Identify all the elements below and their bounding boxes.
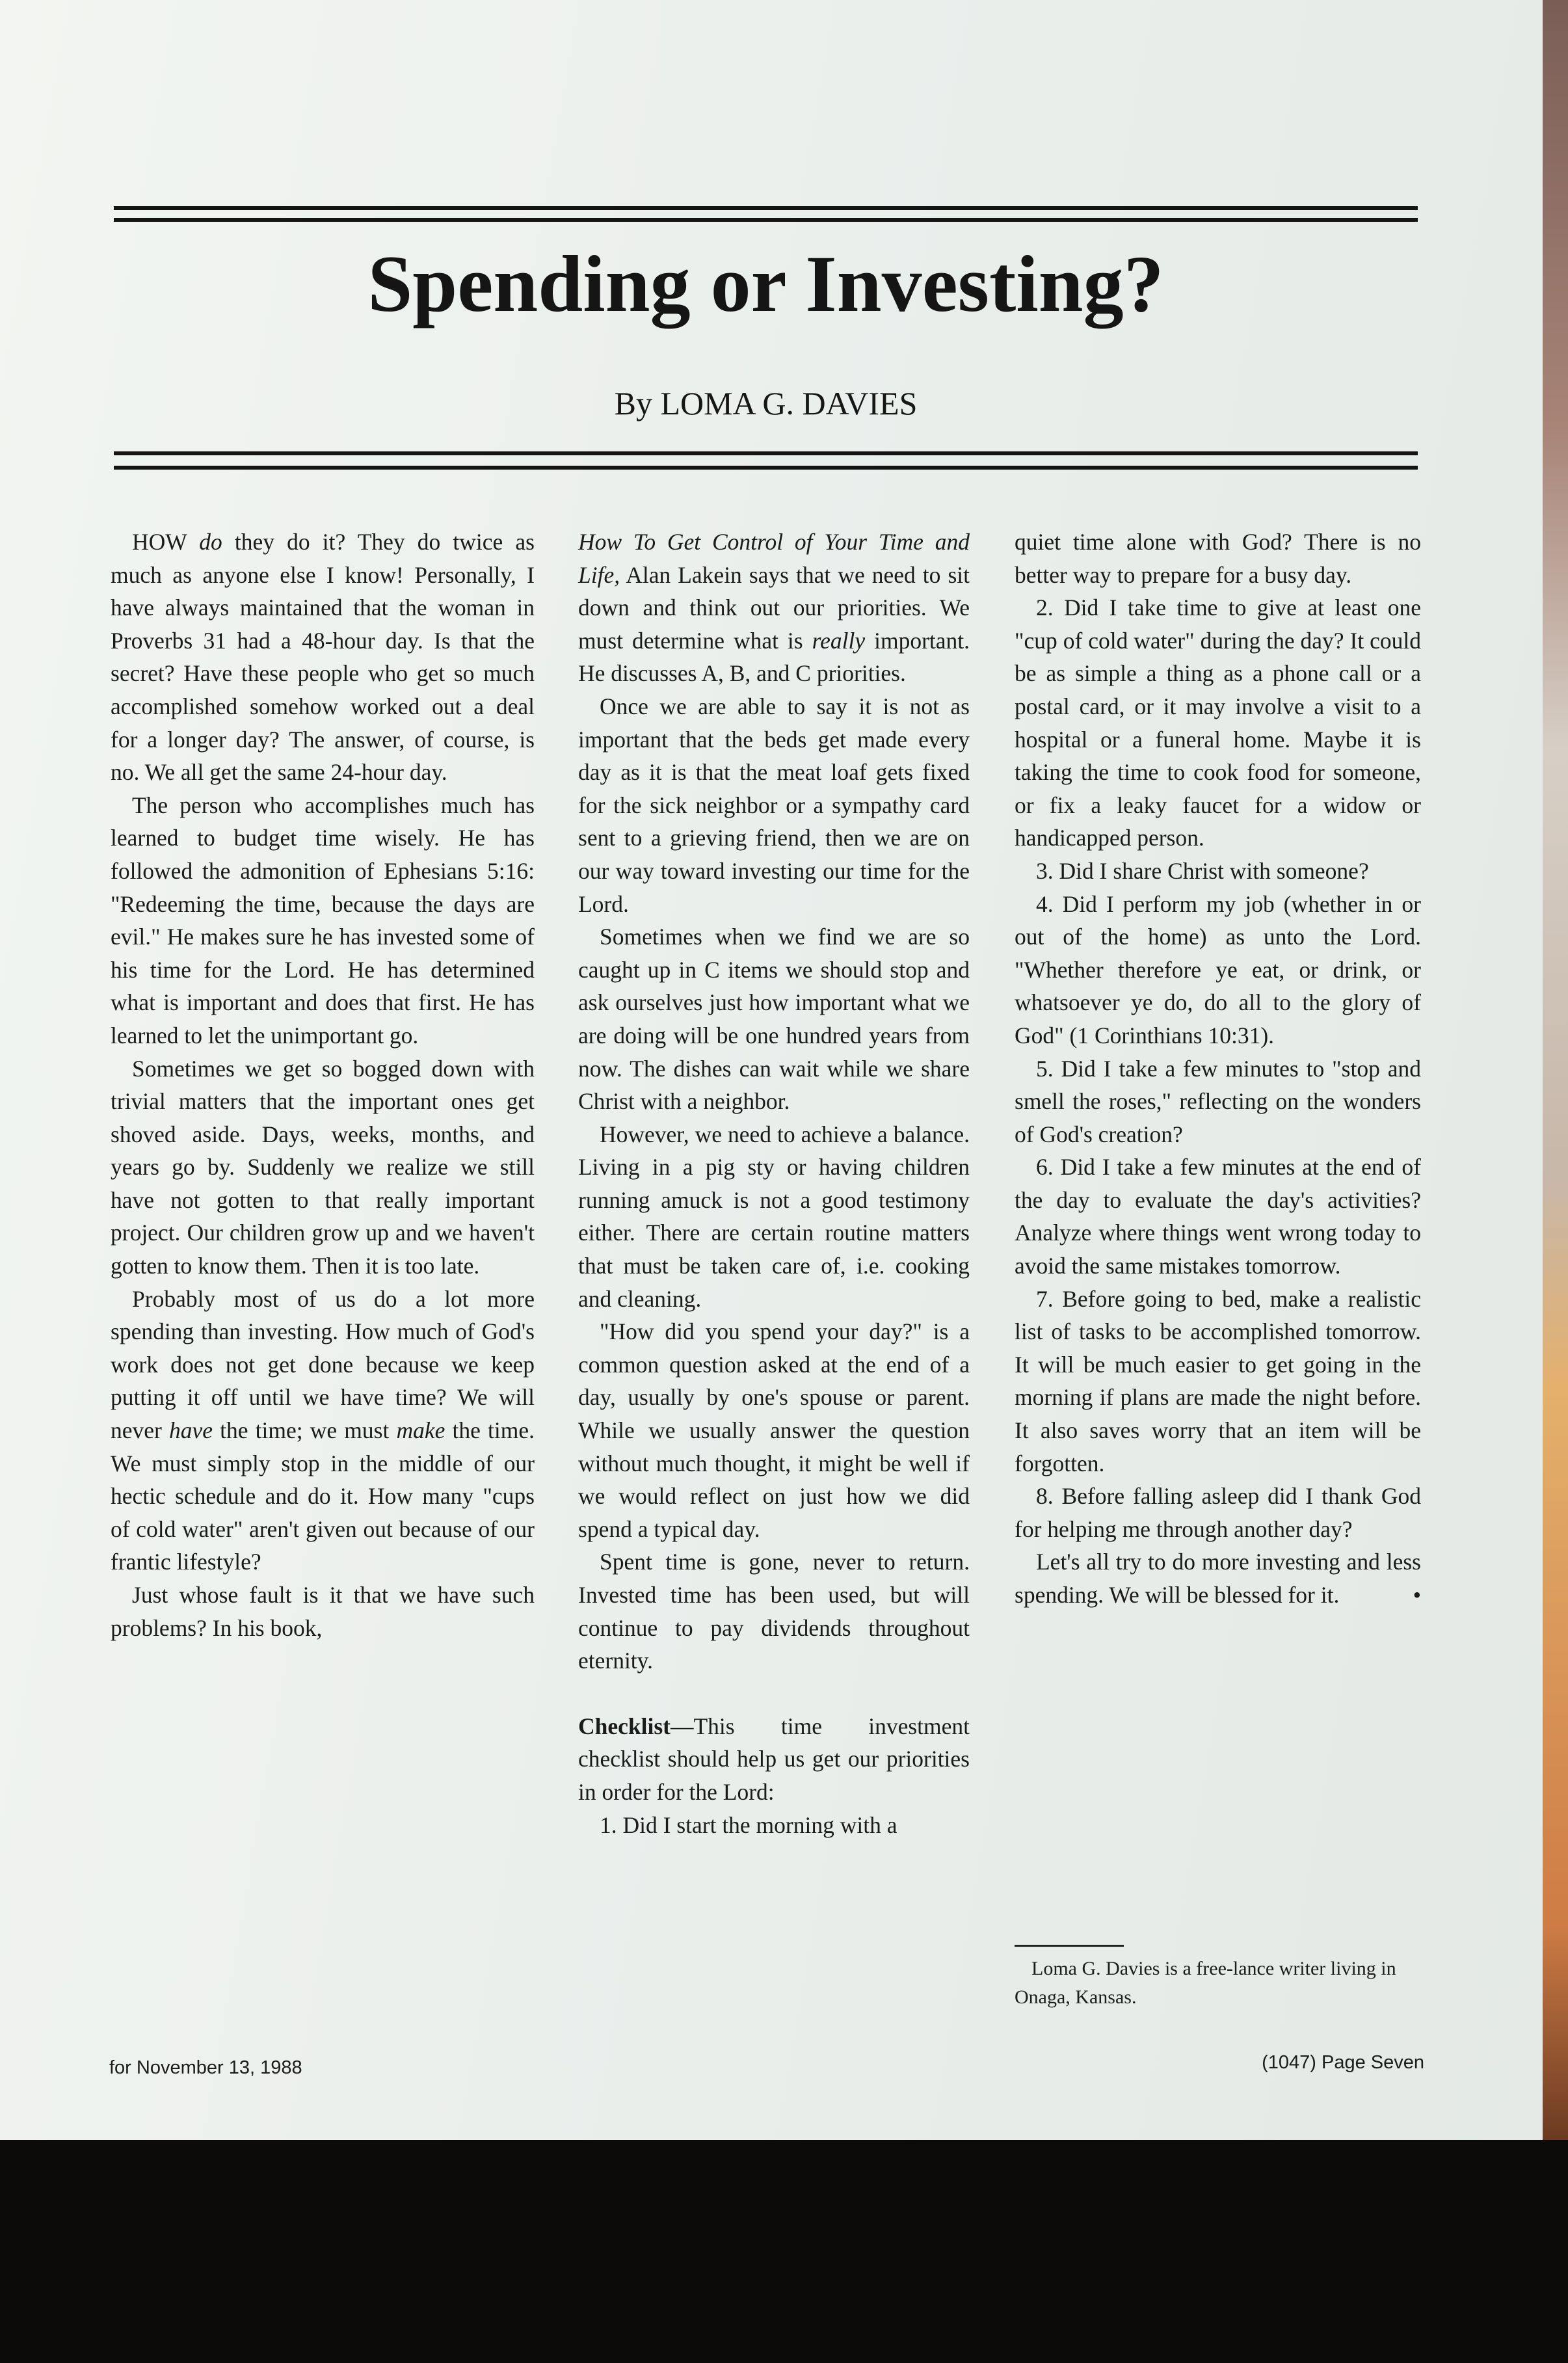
top-rule-1 [114,206,1418,210]
article-title: Spending or Investing? [367,239,1164,328]
checklist-label: Checklist [578,1713,671,1739]
text-run: Alan Lakein says that we need to sit down and think out our priorities. We must determine what is [578,561,970,654]
text-column-1 [111,526,535,1644]
bottom-rule-1 [114,451,1418,455]
emphasis: make [396,1417,445,1444]
closing-paragraph [1015,1545,1421,1611]
end-mark: • [1413,1582,1421,1608]
checklist-item-8: 8. Before falling asleep did I thank God for helping me through another day? [1015,1483,1421,1542]
paragraph: "How did you spend your day?" is a common question asked at the end of a day, usually by one's spouse or parent. While we usually answer the question without much thought, it might be well if we would reflect on just how we did spend a typical day. [578,1318,970,1542]
author-note: Loma G. Davies is a free-lance writer living in Onaga, Kansas. [1015,1958,1396,2008]
page-number: (1047) Page Seven [1262,2052,1424,2073]
text-run: the time; we must [213,1417,397,1444]
top-rule-2 [114,218,1418,222]
checklist-item-1-start: 1. Did I start the morning with a [600,1811,897,1838]
text-run: Let's all try to do more investing and less spending. We will be blessed for it. [1015,1549,1421,1608]
checklist-item-4: 4. Did I perform my job (whether in or out of the home) as unto the Lord. "Whether therefore ye eat, or drink, or whatsoever ye do, do all to the glory of God" (1 Corinthians 10:31). [1015,890,1421,1048]
book-title: How To Get Control of Your Time and Life, [578,529,970,588]
text-column-3 [1015,526,1421,1612]
text-run: HOW [132,529,200,555]
checklist-intro [578,1710,970,1809]
checklist-item-5: 5. Did I take a few minutes to "stop and smell the roses," reflecting on the wonders of God's creation? [1015,1055,1421,1147]
issue-date: for November 13, 1988 [109,2057,302,2078]
checklist-item-6: 6. Did I take a few minutes at the end of the day to evaluate the day's activities? Analyze where things went wrong today to avoid the same mistakes tomorrow. [1015,1154,1421,1279]
adjacent-page-edge [1543,0,1568,2140]
emphasis: do [199,529,222,555]
checklist-item-3: 3. Did I share Christ with someone? [1036,857,1369,884]
text-run: they do it? They do twice as much as anyone else I know! Personally, I have always maintained that the woman in Proverbs 31 had a 48-hour day. Is that the secret? Have these people who get so much accomplished somehow worked out a deal for a longer day? The answer, of course, is no. We all get the same 24-hour day. [111,529,535,786]
footnote-rule [1015,1945,1124,1947]
checklist-item-1-end: quiet time alone with God? There is no better way to prepare for a busy day. [1015,529,1421,588]
text-run: —This time investment checklist should help us get our priorities in order for the Lord: [578,1713,970,1805]
paragraph: Once we are able to say it is not as important that the beds get made every day as it is that the meat loaf gets fixed for the sick neighbor or a sympathy card sent to a grieving friend, then we are on our way toward investing our time for the Lord. [578,693,970,917]
paragraph: Sometimes we get so bogged down with trivial matters that the important ones get shoved aside. Days, weeks, months, and years go by. Suddenly we realize we still have not gotten to that really important project. Our children grow up and we haven't gotten to know them. Then it is too late. [111,1055,535,1279]
paragraph: The person who accomplishes much has learned to budget time wisely. He has followed the admonition of Ephesians 5:16: "Redeeming the time, because the days are evil." He makes sure he has invested some of his time for the Lord. He has determined what is important and does that first. He has learned to let the unimportant go. [111,792,535,1048]
text-run: important. He discusses A, B, and C priorities. [578,627,970,687]
bottom-rule-2 [114,466,1418,470]
checklist-item-7: 7. Before going to bed, make a realistic list of tasks to be accomplished tomorrow. It will be much easier to get going in the morning if plans are made the night before. It also saves worry that an item will be forgotten. [1015,1285,1421,1476]
paragraph: Just whose fault is it that we have such problems? In his book, [111,1582,535,1641]
checklist-item-2: 2. Did I take time to give at least one "cup of cold water" during the day? It could be as simple a thing as a phone call or a postal card, or it may involve a visit to a hospital or a funeral home. Maybe it is taking the time to cook food for someone, or fix a leaky faucet for a widow or handicapped person. [1015,594,1421,851]
paragraph: Sometimes when we find we are so caught up in C items we should stop and ask ourselves just how important what we are doing will be one hundred years from now. The dishes can wait while we share Christ with a neighbor. [578,924,970,1115]
text-run: the time. We must simply stop in the middle of our hectic schedule and do it. How many "cups of cold water" aren't given out because of our frantic lifestyle? [111,1417,535,1575]
text-column-2 [578,526,970,1841]
text-run: Probably most of us do a lot more spending than investing. How much of God's work does not get done because we keep putting it off until we have time? We will never [111,1285,535,1444]
emphasis: really [812,627,866,654]
paragraph [111,1283,535,1579]
paragraph: However, we need to achieve a balance. Living in a pig sty or having children running amuck is not a good testimony either. There are certain routine matters that must be taken care of, i.e. cooking and cleaning. [578,1121,970,1312]
paragraph [111,526,535,789]
paragraph [578,526,970,690]
paragraph: Spent time is gone, never to return. Invested time has been used, but will continue to pay dividends throughout eternity. [578,1549,970,1674]
byline: By LOMA G. DAVIES [614,385,918,421]
emphasis: have [168,1417,213,1444]
